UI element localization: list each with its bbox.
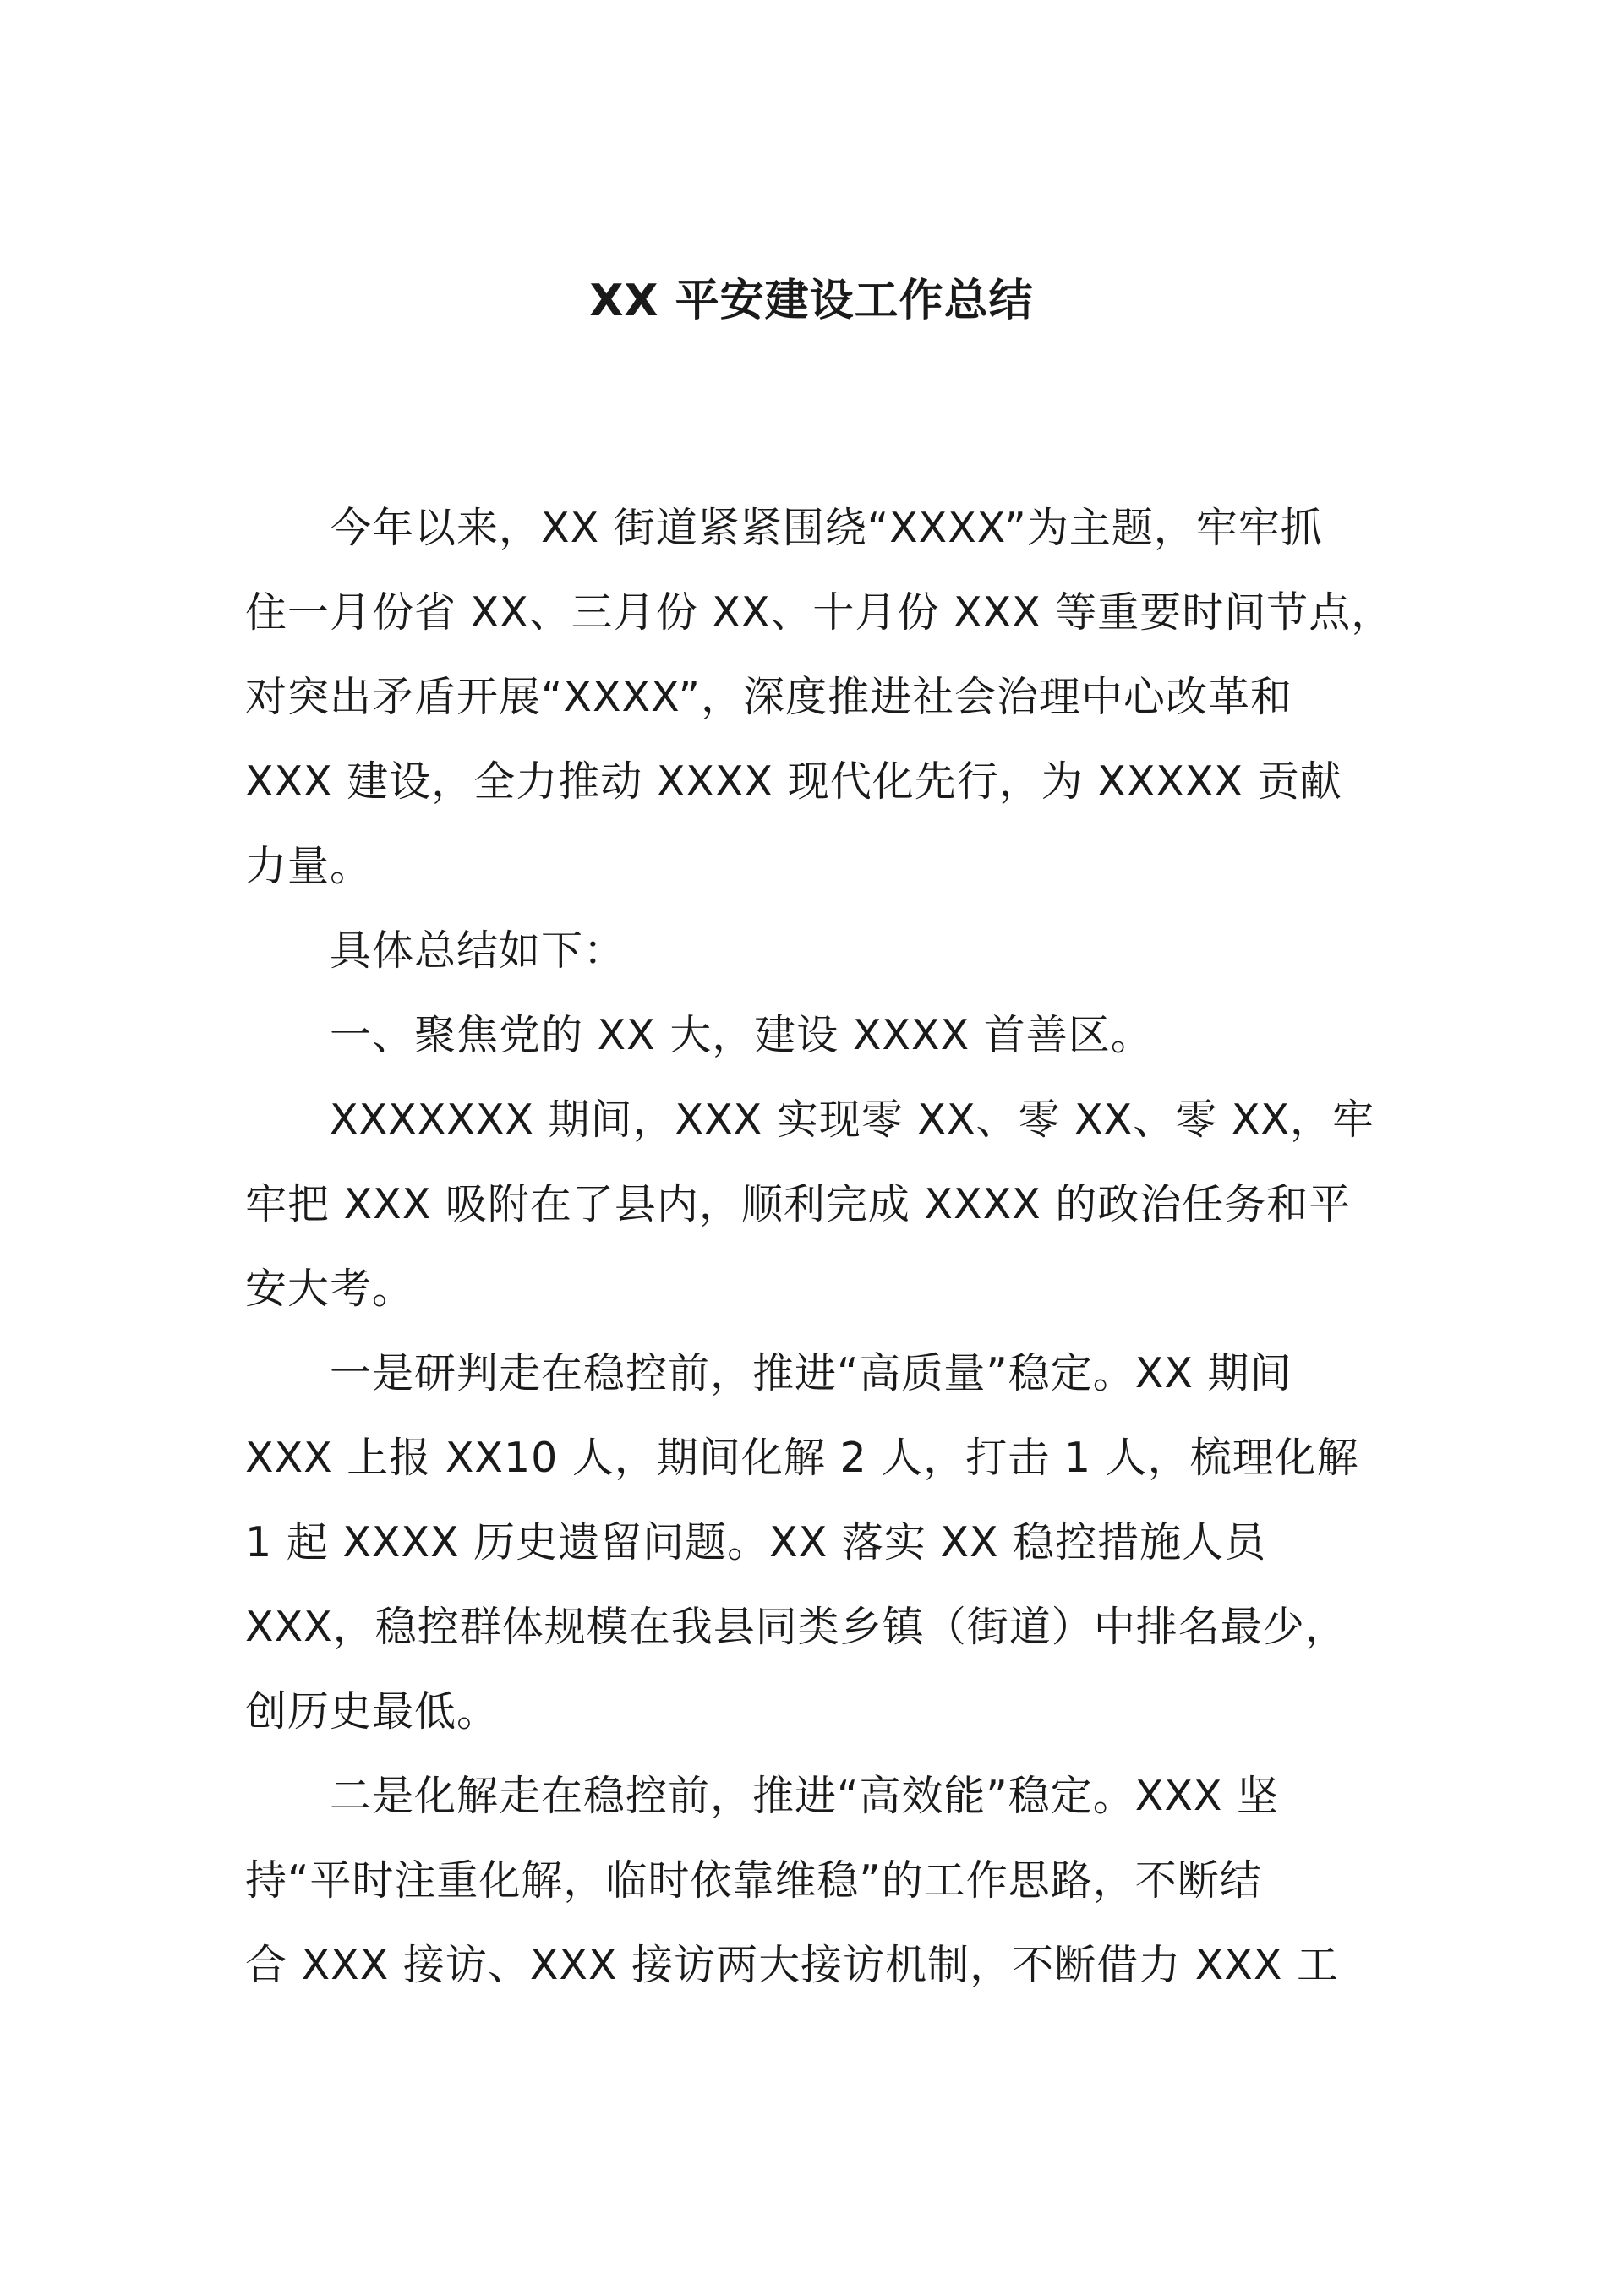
text-line: 一是研判走在稳控前，推进“高质量”稳定。XX 期间: [330, 1349, 1292, 1397]
text-line: 对突出矛盾开展“XXXX”，深度推进社会治理中心改革和: [245, 673, 1293, 721]
document-title: XX 平安建设工作总结: [589, 276, 1034, 326]
text-line: 安大考。: [245, 1265, 415, 1313]
text-line: 力量。: [245, 842, 373, 890]
text-line: XXX 建设，全力推动 XXXX 现代化先行，为 XXXXX 贡献: [245, 757, 1342, 806]
text-line: 持“平时注重化解，临时依靠维稳”的工作思路，不断结: [245, 1856, 1262, 1905]
document-body: [245, 486, 1394, 2008]
text-line: XXX 上报 XX10 人，期间化解 2 人，打击 1 人，梳理化解: [245, 1434, 1359, 1482]
text-line: XXXXXXX 期间，XXX 实现零 XX、零 XX、零 XX，牢: [330, 1096, 1374, 1144]
text-line: XXX，稳控群体规模在我县同类乡镇（街道）中排名最少，: [245, 1603, 1347, 1651]
text-line: 一、聚焦党的 XX 大，建设 XXXX 首善区。: [330, 1011, 1153, 1059]
text-line: 创历史最低。: [245, 1687, 500, 1736]
text-line: 住一月份省 XX、三月份 XX、十月份 XXX 等重要时间节点，: [245, 588, 1394, 637]
text-line: 今年以来，XX 街道紧紧围绕“XXXX”为主题，牢牢抓: [330, 504, 1323, 552]
text-line: 1 起 XXXX 历史遗留问题。XX 落实 XX 稳控措施人员: [245, 1518, 1267, 1566]
text-line: 牢把 XXX 吸附在了县内，顺利完成 XXXX 的政治任务和平: [245, 1180, 1352, 1228]
text-line: 具体总结如下：: [330, 927, 626, 975]
text-line: 合 XXX 接访、XXX 接访两大接访机制，不断借力 XXX 工: [245, 1941, 1339, 1989]
text-line: 二是化解走在稳控前，推进“高效能”稳定。XXX 坚: [330, 1772, 1280, 1820]
